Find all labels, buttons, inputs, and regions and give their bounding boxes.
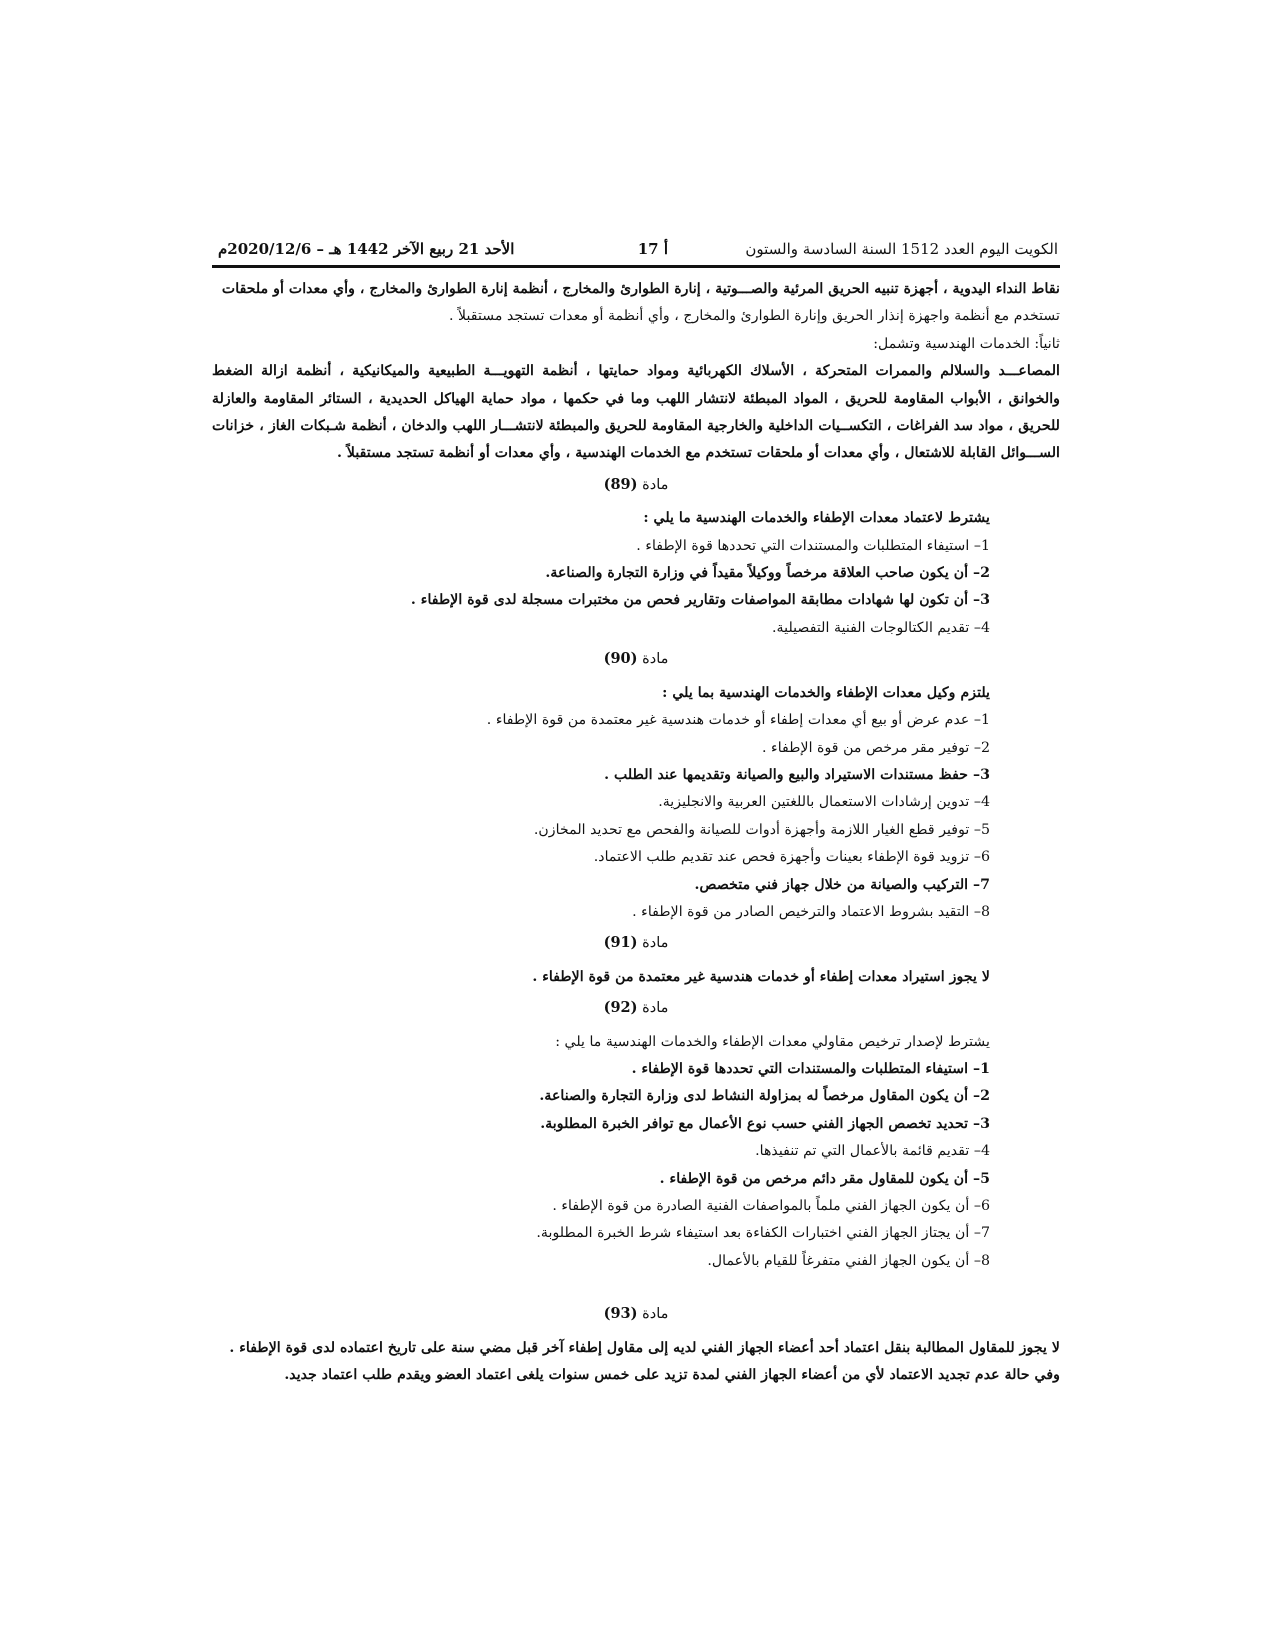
article-90-intro: يلتزم وكيل معدات الإطفاء والخدمات الهندسية بما يلي :: [662, 684, 990, 701]
article-label: مادة: [642, 935, 669, 952]
article-92-item: 6– أن يكون الجهاز الفني ملماً بالمواصفات الفنية الصادرة من قوة الإطفاء .: [552, 1198, 990, 1214]
spacer: [212, 1275, 1060, 1297]
article-90-item: 8– التقيد بشروط الاعتماد والترخيص الصادر من قوة الإطفاء .: [632, 903, 990, 920]
article-90-item: 4– تدوين إرشادات الاستعمال باللغتين العربية والانجليزية.: [658, 794, 990, 811]
article-92-heading: [212, 994, 1060, 1022]
article-89-item: 3– أن تكون لها شهادات مطابقة المواصفات وتقارير فحص من مختبرات مسجلة لدى قوة الإطفاء .: [410, 592, 990, 609]
article-number: (89): [603, 475, 638, 493]
header-issue: الكويت اليوم العدد 1512 السنة السادسة والستون: [745, 240, 1058, 258]
article-92-item: 3– تحديد تخصص الجهاز الفني حسب نوع الأعمال مع توافر الخبرة المطلوبة.: [540, 1115, 990, 1132]
article-93-heading: [212, 1300, 1060, 1328]
intro-line-1: نقاط النداء اليدوية ، أجهزة تنبيه الحريق المرئية والصـــوتية ، إنارة الطوارئ والمخارج ، أنظمة إنارة الطوارئ والمخارج ، وأي معدات أو ملحقات: [221, 281, 1060, 297]
article-91-heading: [212, 929, 1060, 957]
header-page-number: أ 17: [637, 240, 668, 258]
article-90-item: 5– توفير قطع الغيار اللازمة وأجهزة أدوات للصيانة والفحص مع تحديد المخازن.: [533, 821, 990, 838]
article-92-item: 1– استيفاء المتطلبات والمستندات التي تحددها قوة الإطفاء .: [631, 1060, 990, 1077]
article-91-text: لا يجوز استيراد معدات إطفاء أو خدمات هندسية غير معتمدة من قوة الإطفاء .: [532, 968, 990, 985]
article-92-item: 5– أن يكون للمقاول مقر دائم مرخص من قوة الإطفاء .: [659, 1170, 990, 1187]
article-93-line-2: وفي حالة عدم تجديد الاعتماد لأي من أعضاء الجهاز الفني لمدة تزيد على خمس سنوات يلغى اعتماد العضو ويقدم طلب اعتماد جديد.: [284, 1367, 1060, 1384]
article-number: (91): [603, 934, 638, 952]
article-number: (93): [603, 1305, 638, 1323]
intro-line-2: تستخدم مع أنظمة واجهزة إنذار الحريق وإنارة الطوارئ والمخارج ، وأي أنظمة أو معدات تستجد مستقبلاً .: [449, 308, 1060, 325]
article-number: (92): [603, 999, 638, 1017]
header-rule: [212, 265, 1060, 268]
article-90-item: 1– عدم عرض أو بيع أي معدات إطفاء أو خدمات هندسية غير معتمدة من قوة الإطفاء .: [486, 712, 990, 729]
page-header: [218, 240, 1058, 266]
article-92-item: 7– أن يجتاز الجهاز الفني اختبارات الكفاءة بعد استيفاء شرط الخبرة المطلوبة.: [536, 1225, 990, 1242]
header-date: الأحد 21 ربيع الآخر 1442 هـ – 2020/12/6م: [218, 240, 515, 258]
section-two-text: المصاعـــد والسلالم والممرات المتحركة ، الأسلاك الكهربائية ومواد حمايتها ، أنظمة التهويـــة الطبيعية والميكانيكية ، أنظمة ازالة الضغط والخوانق ، الأبواب المقاومة للحريق ، المواد المبطئة لانتشار اللهب وما في حكمها ، مواد حماية الهياكل الحديدية ، الستائر المقاومة والعازلة للحريق ، مواد سد الفراغات ، التكســيات الداخلية والخارجية المقاومة للحريق والمبطئة لانتشـــار اللهب والدخان ، أنظمة شـبكات الغاز ، خزانات الســـوائل القابلة للاشتعال ، وأي معدات أو ملحقات تستخدم مع الخدمات الهندسية ، وأي معدات أو أنظمة تستجد مستقبلاً .: [212, 363, 1060, 462]
article-89-item: 1– استيفاء المتطلبات والمستندات التي تحددها قوة الإطفاء .: [636, 537, 990, 554]
article-label: مادة: [642, 651, 669, 668]
article-label: مادة: [642, 476, 669, 493]
article-92-item: 2– أن يكون المقاول مرخصاً له بمزاولة النشاط لدى وزارة التجارة والصناعة.: [539, 1088, 990, 1105]
article-92-intro: يشترط لإصدار ترخيص مقاولي معدات الإطفاء والخدمات الهندسية ما يلي :: [555, 1033, 990, 1050]
article-89-heading: [212, 471, 1060, 499]
article-90-item: 2– توفير مقر مرخص من قوة الإطفاء .: [762, 739, 990, 756]
article-93-line-1: لا يجوز للمقاول المطالبة بنقل اعتماد أحد أعضاء الجهاز الفني لديه إلى مقاول إطفاء آخر قبل مضي سنة على تاريخ اعتماده لدى قوة الإطفاء .: [229, 1339, 1060, 1356]
article-89-intro: يشترط لاعتماد معدات الإطفاء والخدمات الهندسية ما يلي :: [643, 510, 990, 527]
article-89-item: 2– أن يكون صاحب العلاقة مرخصاً ووكيلاً مقيداً في وزارة التجارة والصناعة.: [545, 565, 990, 582]
article-number: (90): [603, 650, 638, 668]
article-92-item: 4– تقديم قائمة بالأعمال التي تم تنفيذها.: [755, 1143, 990, 1160]
section-two-heading: ثانياً: الخدمات الهندسية وتشمل:: [873, 335, 1060, 352]
article-90-item: 6– تزويد قوة الإطفاء بعينات وأجهزة فحص عند تقديم طلب الاعتماد.: [593, 849, 990, 866]
article-90-item: 7– التركيب والصيانة من خلال جهاز فني متخصص.: [694, 876, 990, 893]
article-label: مادة: [642, 1000, 669, 1017]
article-90-item: 3– حفظ مستندات الاستيراد والبيع والصيانة وتقديمها عند الطلب .: [604, 766, 990, 783]
article-label: مادة: [642, 1306, 669, 1323]
article-89-item: 4– تقديم الكتالوجات الفنية التفصيلية.: [772, 619, 990, 636]
document-body: [212, 276, 1060, 1389]
article-92-item: 8– أن يكون الجهاز الفني متفرغاً للقيام بالأعمال.: [707, 1252, 990, 1269]
article-90-heading: [212, 645, 1060, 673]
